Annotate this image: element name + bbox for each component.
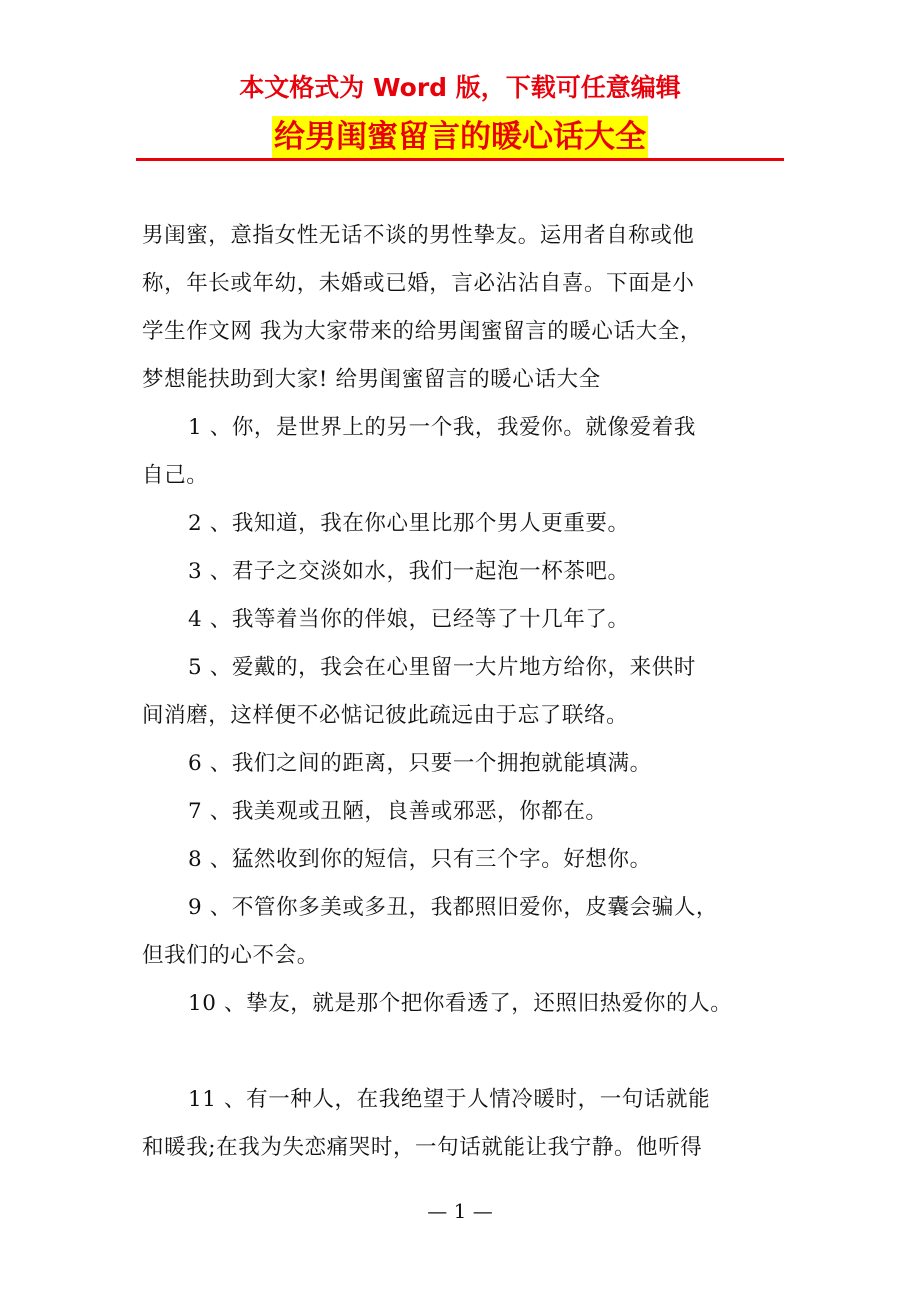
- list-item-7: 7 、我美观或丑陋，良善或邪恶，你都在。: [188, 799, 608, 824]
- list-item-1-cont: 自己。: [142, 463, 209, 488]
- list-item-2: 2 、我知道，我在你心里比那个男人更重要。: [188, 511, 630, 536]
- format-banner: 本文格式为 Word 版，下载可任意编辑: [239, 73, 681, 102]
- title-divider: [136, 158, 784, 161]
- list-item-10: 10 、挚友，就是那个把你看透了，还照旧热爱你的人。: [188, 991, 733, 1016]
- list-item-11-cont: 和暖我;在我为失恋痛哭时，一句话就能让我宁静。他听得: [142, 1135, 703, 1160]
- intro-line: 称，年长或年幼，未婚或已婚，言必沾沾自喜。下面是小: [142, 271, 695, 296]
- list-item-5-cont: 间消磨，这样便不必惦记彼此疏远由于忘了联络。: [142, 703, 629, 728]
- list-item-8: 8 、猛然收到你的短信，只有三个字。好想你。: [188, 847, 652, 872]
- list-item-4: 4 、我等着当你的伴娘，已经等了十几年了。: [188, 607, 630, 632]
- intro-line: 男闺蜜，意指女性无话不谈的男性挚友。运用者自称或他: [142, 223, 695, 248]
- list-item-6: 6 、我们之间的距离，只要一个拥抱就能填满。: [188, 751, 652, 776]
- paragraph-gap: [142, 1028, 786, 1076]
- intro-line: 学生作文网 我为大家带来的给男闺蜜留言的暖心话大全，: [142, 319, 702, 344]
- list-item-11: 11 、有一种人，在我绝望于人情冷暖时，一句话就能: [188, 1087, 711, 1112]
- page-number: — 1 —: [427, 1199, 493, 1223]
- list-item-3: 3 、君子之交淡如水，我们一起泡一杯茶吧。: [188, 559, 630, 584]
- list-item-9-cont: 但我们的心不会。: [142, 943, 319, 968]
- list-item-1: 1 、你，是世界上的另一个我，我爱你。就像爱着我: [188, 415, 696, 440]
- title-wrapper: [0, 116, 920, 158]
- list-item-5: 5 、爱戴的，我会在心里留一大片地方给你，来供时: [188, 655, 696, 680]
- list-item-9: 9 、不管你多美或多丑，我都照旧爱你，皮囊会骗人，: [188, 895, 719, 920]
- document-body: [142, 212, 786, 1172]
- document-title: 给男闺蜜留言的暖心话大全: [272, 116, 648, 158]
- intro-line: 梦想能扶助到大家! 给男闺蜜留言的暖心话大全: [142, 367, 601, 392]
